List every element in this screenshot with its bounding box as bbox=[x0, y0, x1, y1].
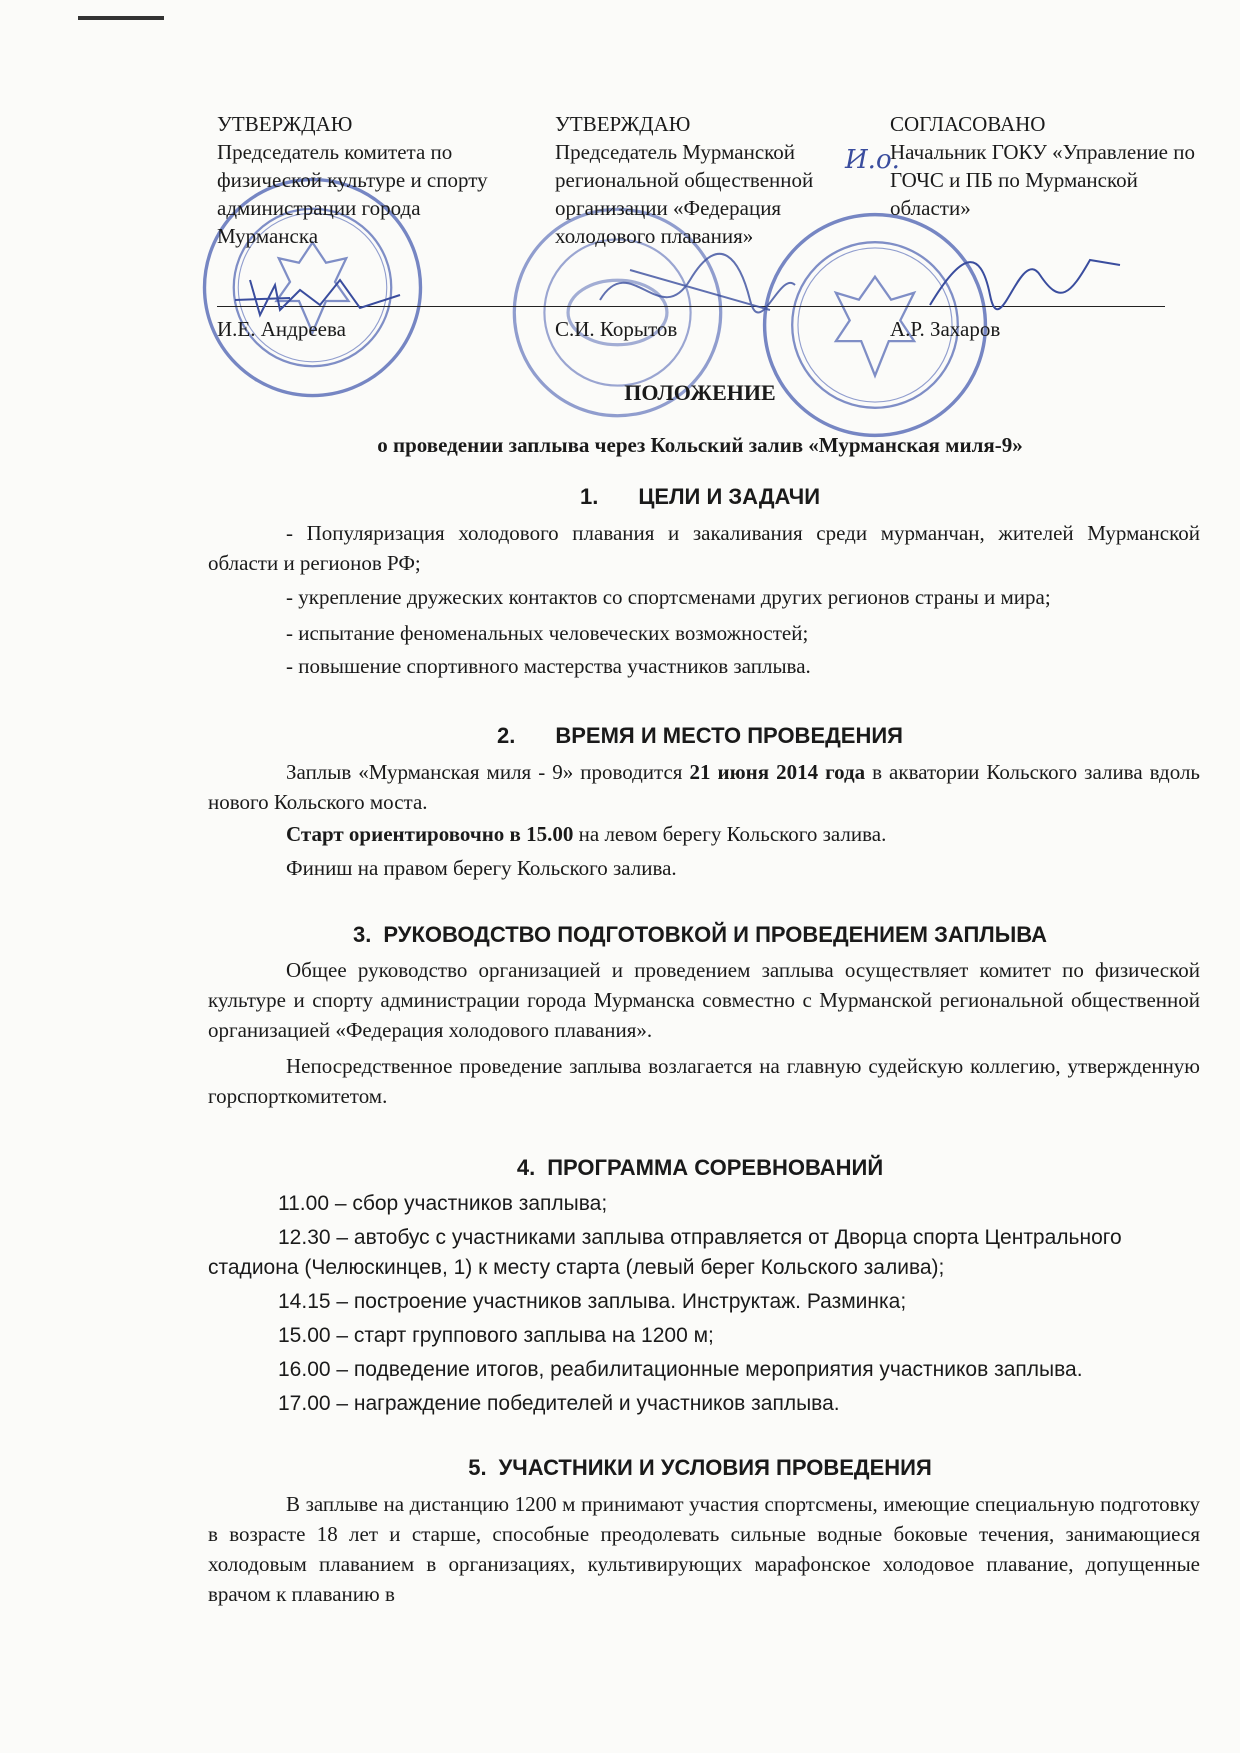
section-4-heading bbox=[200, 1155, 1200, 1181]
approval-heading: СОГЛАСОВАНО bbox=[890, 112, 1046, 136]
approval-heading: УТВЕРЖДАЮ bbox=[217, 112, 353, 136]
approver-name: А.Р. Захаров bbox=[890, 317, 1001, 341]
start-line bbox=[286, 819, 886, 849]
text-run: на левом берегу Кольского залива. bbox=[573, 822, 887, 846]
section-number: 4. bbox=[516, 1155, 536, 1180]
section-title: РУКОВОДСТВО ПОДГОТОВКОЙ И ПРОВЕДЕНИЕМ ЗАПЛЫВА bbox=[383, 922, 1047, 947]
program-item: 11.00 – сбор участников заплыва; bbox=[278, 1192, 608, 1215]
section-number: 2. bbox=[497, 723, 516, 748]
approval-position: Председатель Мурманской региональной общественной организации «Федерация холодового плавания» bbox=[555, 140, 814, 248]
approval-block-gochs bbox=[890, 110, 1210, 341]
time-place-paragraph bbox=[208, 757, 1200, 817]
section-title: ВРЕМЯ И МЕСТО ПРОВЕДЕНИЯ bbox=[555, 723, 903, 748]
handwritten-io-note: И.о. bbox=[845, 145, 900, 175]
approval-heading: УТВЕРЖДАЮ bbox=[555, 112, 691, 136]
approval-block-committee bbox=[217, 110, 517, 341]
goals-item: - испытание феноменальных человеческих возможностей; bbox=[286, 621, 809, 645]
goals-paragraph: - Популяризация холодового плавания и закаливания среди мурманчан, жителей Мурманской области и регионов РФ; bbox=[208, 521, 1200, 575]
section-number: 1. bbox=[579, 484, 599, 509]
section-title: ЦЕЛИ И ЗАДАЧИ bbox=[638, 484, 821, 509]
document-title: ПОЛОЖЕНИЕ bbox=[624, 380, 776, 405]
management-paragraph: Общее руководство организацией и проведением заплыва осуществляет комитет по физической культуре и спорту администрации города Мурманска совместно с Мурманской региональной общественной организацией «Федерация холодового плавания». bbox=[208, 958, 1200, 1042]
text-run: в акватории Кольского залива вдоль нового Кольского моста. bbox=[208, 760, 1201, 814]
section-title: ПРОГРАММА СОРЕВНОВАНИЙ bbox=[547, 1155, 884, 1180]
program-item: 17.00 – награждение победителей и участников заплыва. bbox=[278, 1392, 840, 1415]
section-1-heading bbox=[200, 484, 1200, 510]
approval-block-federation bbox=[555, 110, 865, 341]
section-2-heading bbox=[200, 723, 1200, 749]
document-subtitle: о проведении заплыва через Кольский залив «Мурманская миля-9» bbox=[377, 433, 1023, 457]
start-time: Старт ориентировочно в 15.00 bbox=[286, 822, 574, 846]
text-run: Заплыв «Мурманская миля - 9» проводится bbox=[286, 760, 690, 784]
program-item: 14.15 – построение участников заплыва. Инструктаж. Разминка; bbox=[278, 1290, 907, 1313]
signature-andreeva bbox=[230, 260, 420, 330]
section-number: 3. bbox=[353, 922, 372, 947]
goals-item: - укрепление дружеских контактов со спортсменами других регионов страны и мира; bbox=[286, 585, 1051, 609]
approver-name: С.И. Корытов bbox=[555, 317, 678, 341]
section-5-heading bbox=[200, 1455, 1200, 1481]
management-paragraph: Непосредственное проведение заплыва возлагается на главную судейскую коллегию, утвержденную горспорткомитетом. bbox=[208, 1054, 1200, 1108]
program-item: 12.30 – автобус с участниками заплыва отправляется от Дворца спорта Центрального стадиона (Челюскинцев, 1) к месту старта (левый берег Кольского залива); bbox=[208, 1226, 1122, 1279]
approval-position: Начальник ГОКУ «Управление по ГОЧС и ПБ по Мурманской области» bbox=[890, 140, 1195, 220]
approver-name: И.Е. Андреева bbox=[217, 317, 346, 341]
section-title: УЧАСТНИКИ И УСЛОВИЯ ПРОВЕДЕНИЯ bbox=[498, 1455, 932, 1480]
program-item: 16.00 – подведение итогов, реабилитационные мероприятия участников заплыва. bbox=[278, 1358, 1083, 1381]
goals-item: - повышение спортивного мастерства участников заплыва. bbox=[286, 654, 811, 678]
signature-korytov bbox=[590, 240, 800, 330]
finish-line: Финиш на правом берегу Кольского залива. bbox=[286, 856, 677, 880]
signature-zakharov bbox=[920, 235, 1140, 315]
participants-paragraph: В заплыве на дистанцию 1200 м принимают участия спортсмены, имеющие специальную подготовку в возрасте 18 лет и старше, способные преодолевать сильные водные боковые течения, занимающиеся холодовым плаванием в организациях, культивирующих марафонское холодовое плавание, допущенные врачом к плаванию в bbox=[208, 1492, 1200, 1606]
scan-mark bbox=[78, 16, 164, 20]
approval-position: Председатель комитета по физической культуре и спорту администрации города Мурманска bbox=[217, 140, 488, 248]
section-number: 5. bbox=[468, 1455, 487, 1480]
program-item: 15.00 – старт группового заплыва на 1200 м; bbox=[278, 1324, 714, 1347]
event-date: 21 июня 2014 года bbox=[689, 760, 866, 784]
section-3-heading bbox=[200, 922, 1200, 948]
